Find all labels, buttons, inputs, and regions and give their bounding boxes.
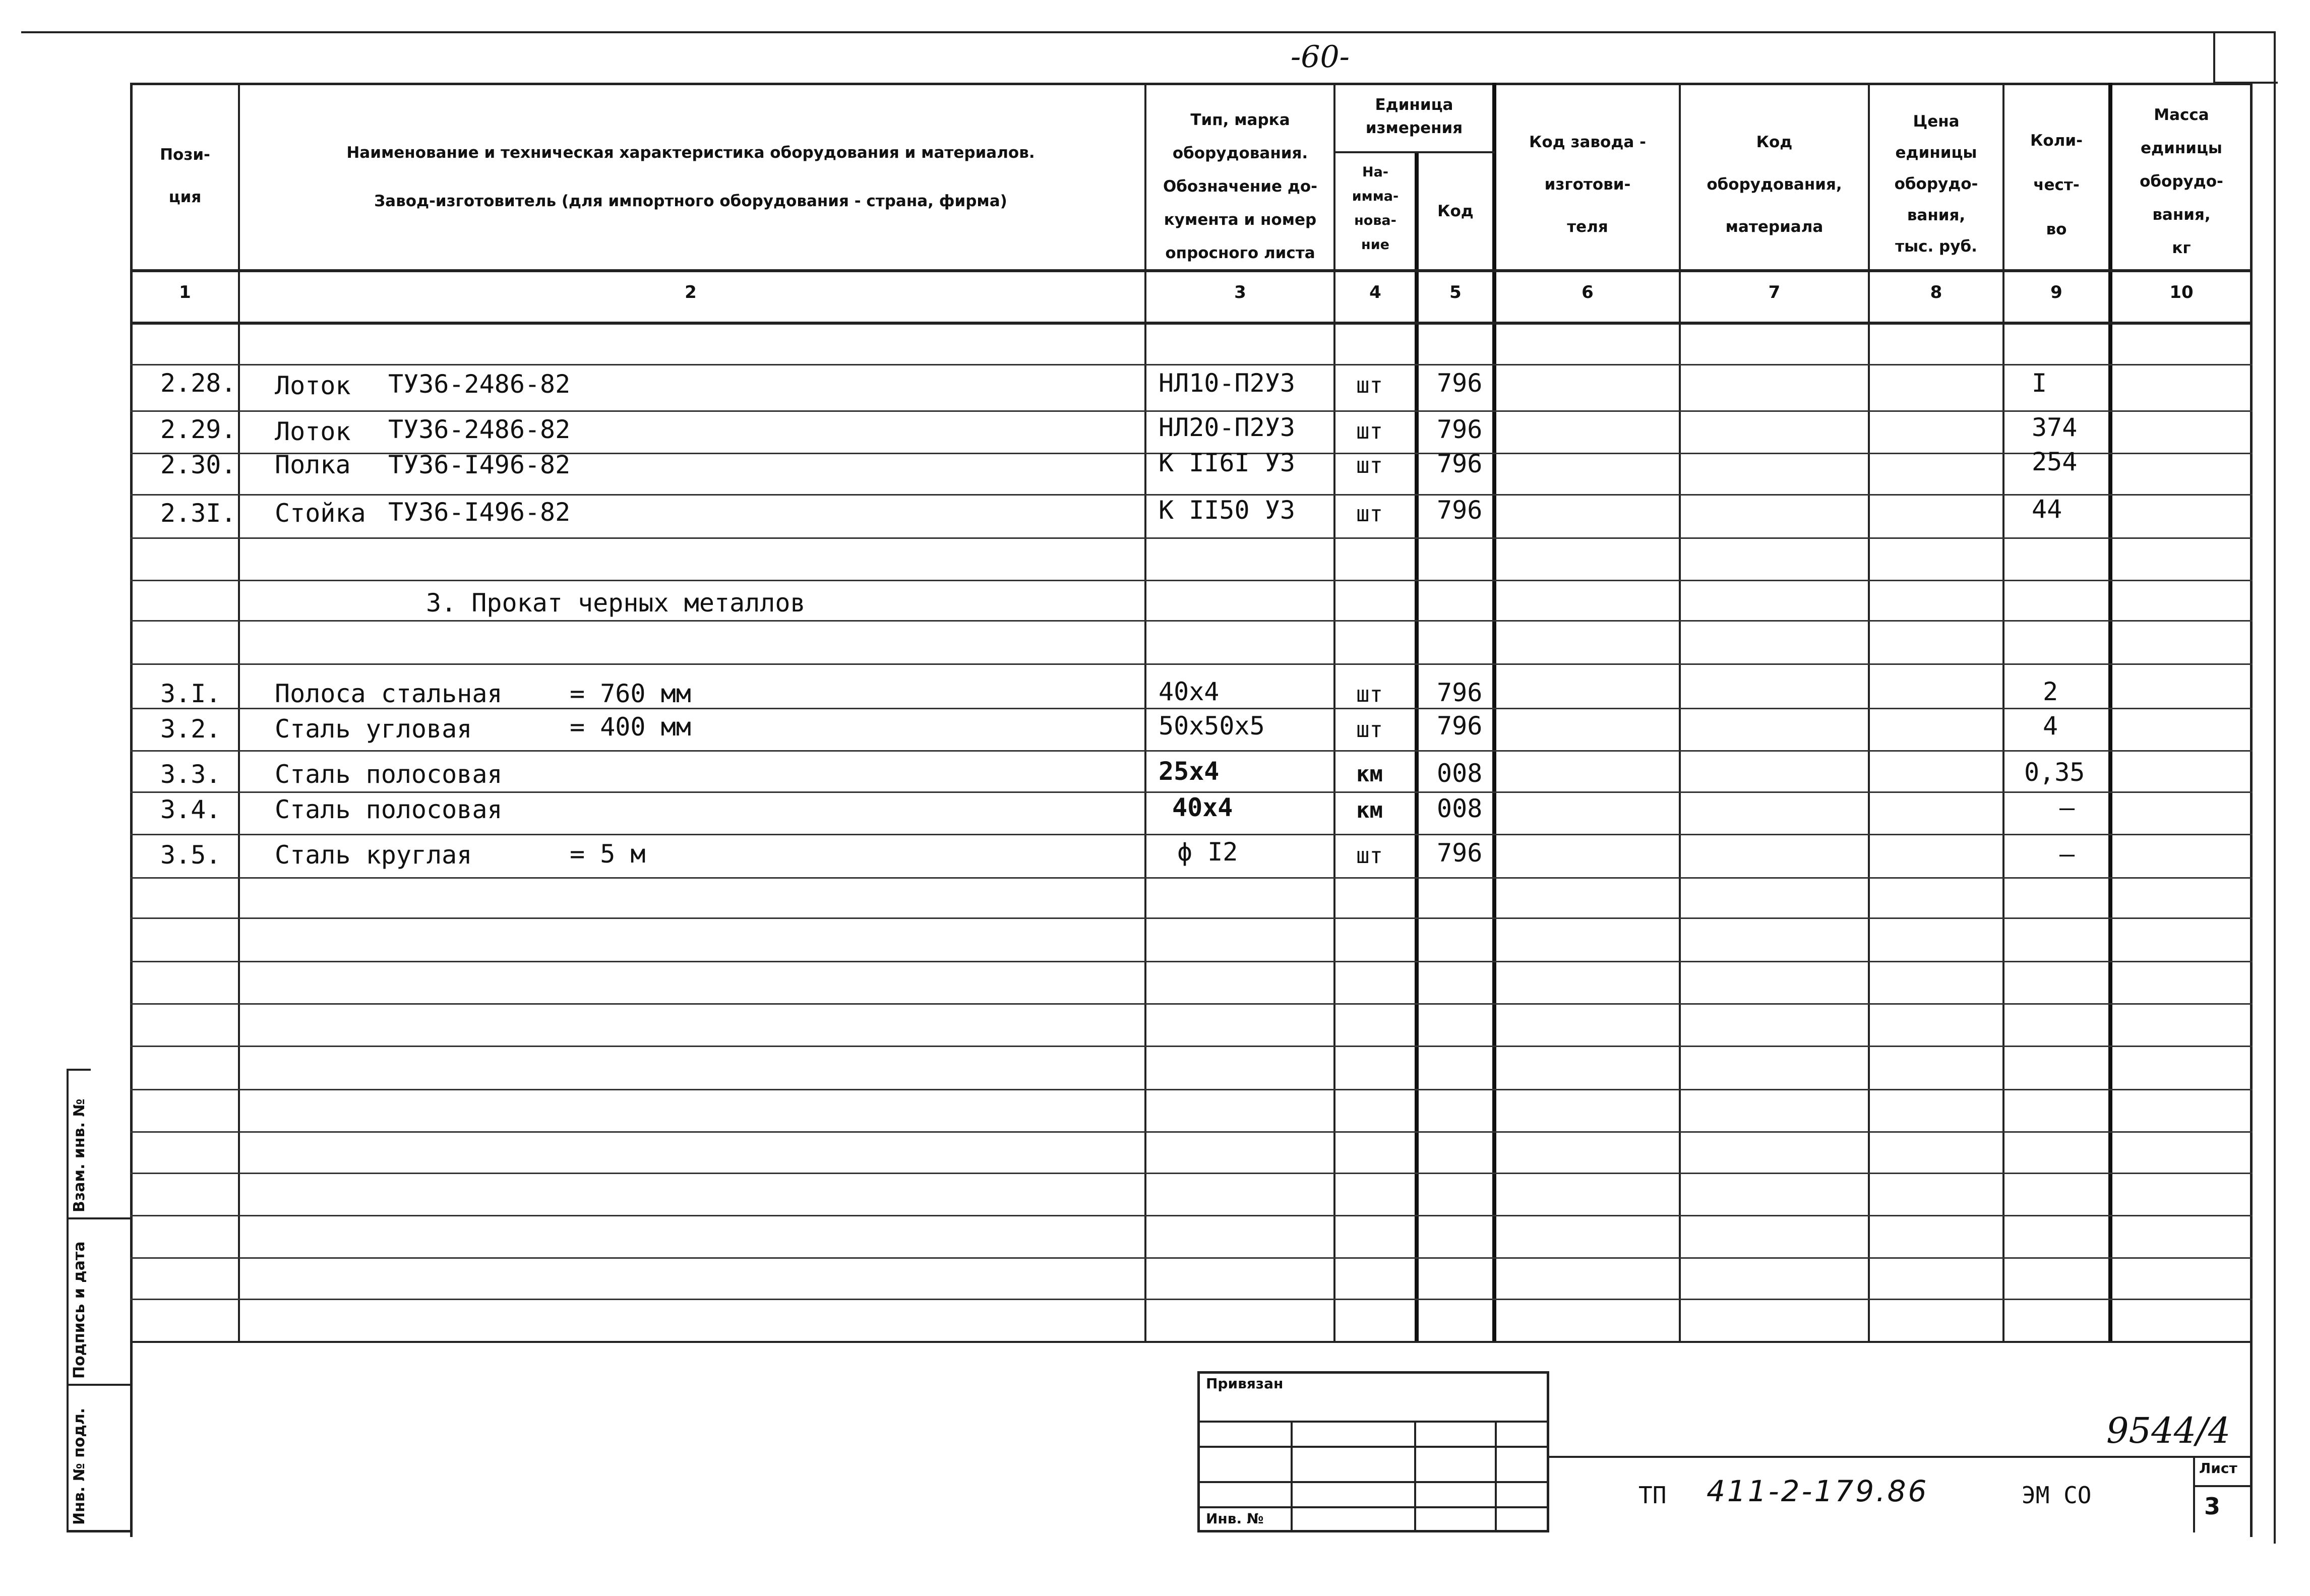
row-spec: = 760 мм — [570, 679, 691, 708]
row-type: 50х50х5 — [1159, 711, 1265, 741]
header-col9: Коли- чест- во — [2030, 132, 2083, 238]
row-name: Лоток — [275, 417, 351, 446]
row-unit: шт — [1356, 453, 1383, 478]
row-code: 008 — [1437, 794, 1483, 823]
row-pos: 3.3. — [160, 760, 221, 789]
row-qty: 2 — [2043, 677, 2058, 706]
row-name: Сталь полосовая — [275, 795, 503, 824]
row-pos: 2.28. — [160, 369, 236, 398]
row-name: Сталь угловая — [275, 714, 472, 744]
page-number: -60- — [1291, 39, 1350, 75]
row-name: Стойка — [275, 499, 366, 528]
row-code: 796 — [1437, 838, 1483, 868]
row-spec: ТУ36-2486-82 — [388, 415, 571, 444]
row-spec: = 5 м — [570, 839, 646, 869]
row-name: Лоток — [275, 371, 351, 400]
header-col10: Масса единицы оборудо- вания, кг — [2140, 106, 2223, 257]
row-code: 008 — [1437, 759, 1483, 788]
sheet-label: Лист — [2199, 1460, 2237, 1477]
header-col8: Цена единицы оборудо- вания, тыс. руб. — [1894, 112, 1978, 256]
row-unit: шт — [1356, 373, 1383, 398]
top-right-box — [2213, 31, 2278, 84]
row-pos: 3.4. — [160, 795, 221, 824]
row-qty: – — [2059, 839, 2075, 869]
row-type: ϕ I2 — [1177, 837, 1238, 867]
row-name: Сталь круглая — [275, 840, 472, 870]
colnum-9: 9 — [2050, 282, 2062, 302]
colnum-4: 4 — [1369, 282, 1381, 302]
row-unit: шт — [1356, 717, 1383, 743]
side-label-inv-podl: Инв. № подл. — [71, 1407, 88, 1525]
side-label-vzam-inv: Взам. инв. № — [71, 1098, 88, 1212]
section-heading: 3. Прокат черных металлов — [426, 588, 806, 618]
row-type: 40х4 — [1172, 793, 1233, 822]
row-spec: = 400 мм — [570, 712, 691, 742]
row-type: НЛ10-П2УЗ — [1159, 369, 1295, 398]
row-code: 796 — [1437, 496, 1483, 525]
row-code: 796 — [1437, 711, 1483, 741]
row-qty: 374 — [2032, 413, 2078, 442]
row-name: Полка — [275, 450, 351, 479]
header-col5: Код — [1437, 202, 1474, 220]
row-unit: шт — [1356, 843, 1383, 869]
row-spec: ТУ36-I496-82 — [388, 498, 571, 527]
row-type: 40х4 — [1159, 677, 1220, 706]
row-unit: шт — [1356, 682, 1383, 707]
header-col1: Пози- ция — [160, 146, 210, 206]
header-col7: Код оборудования, материала — [1707, 133, 1842, 236]
row-qty: – — [2059, 793, 2075, 822]
colnum-10: 10 — [2169, 282, 2194, 302]
row-name: Полоса стальная — [275, 679, 503, 708]
row-unit: шт — [1356, 501, 1383, 527]
row-pos: 2.30. — [160, 450, 236, 479]
row-qty: 44 — [2032, 495, 2062, 524]
colnum-3: 3 — [1234, 282, 1246, 302]
row-qty: 254 — [2032, 447, 2078, 476]
row-pos: 3.5. — [160, 840, 221, 870]
row-unit: шт — [1356, 418, 1383, 444]
row-spec: ТУ36-2486-82 — [388, 370, 571, 399]
stamp-privyazan: Привязан — [1206, 1375, 1284, 1392]
colnum-7: 7 — [1768, 282, 1781, 302]
header-col6: Код завода - изготови- теля — [1529, 133, 1646, 236]
row-unit: км — [1356, 761, 1383, 787]
header-col2: Наименование и техническая характеристика оборудования и материалов. Завод-изготовитель (для импортного оборудования - страна, фирма) — [346, 144, 1035, 210]
row-pos: 3.2. — [160, 714, 221, 744]
row-qty: I — [2032, 369, 2047, 398]
row-type: К II50 УЗ — [1159, 496, 1295, 525]
header-col4: На- имма- нова- ние — [1352, 164, 1399, 253]
row-type: 25х4 — [1159, 757, 1220, 786]
row-qty: 4 — [2043, 711, 2058, 741]
row-type: НЛ20-П2УЗ — [1159, 413, 1295, 442]
doc-suffix: ЭМ СО — [2022, 1482, 2092, 1509]
colnum-1: 1 — [179, 282, 191, 302]
row-type: К II6I УЗ — [1159, 448, 1295, 477]
row-code: 796 — [1437, 415, 1483, 444]
row-code: 796 — [1437, 678, 1483, 707]
row-name: Сталь полосовая — [275, 760, 503, 789]
archive-number: 9544/4 — [2106, 1410, 2231, 1451]
colnum-5: 5 — [1449, 282, 1462, 302]
doc-code: ТП — [1638, 1482, 1667, 1509]
row-code: 796 — [1437, 369, 1483, 398]
side-label-signature-date: Подпись и дата — [71, 1241, 88, 1379]
header-col3: Тип, марка оборудования. Обозначение до- кумента и номер опросного листа — [1163, 111, 1318, 262]
header-unit: Единица измерения — [1365, 96, 1463, 137]
colnum-6: 6 — [1582, 282, 1594, 302]
row-spec: ТУ36-I496-82 — [388, 450, 571, 479]
row-pos: 2.3I. — [160, 499, 236, 528]
stamp-frame — [130, 1343, 2253, 1537]
row-unit: км — [1356, 797, 1383, 823]
row-pos: 3.I. — [160, 679, 221, 708]
doc-number: 411-2-179.86 — [1707, 1474, 1929, 1508]
stamp-inv-no: Инв. № — [1206, 1510, 1264, 1527]
colnum-8: 8 — [1930, 282, 1942, 302]
row-code: 796 — [1437, 449, 1483, 478]
sheet-number: 3 — [2204, 1493, 2221, 1520]
colnum-2: 2 — [685, 282, 697, 302]
row-qty: 0,35 — [2024, 758, 2085, 787]
row-pos: 2.29. — [160, 415, 236, 444]
